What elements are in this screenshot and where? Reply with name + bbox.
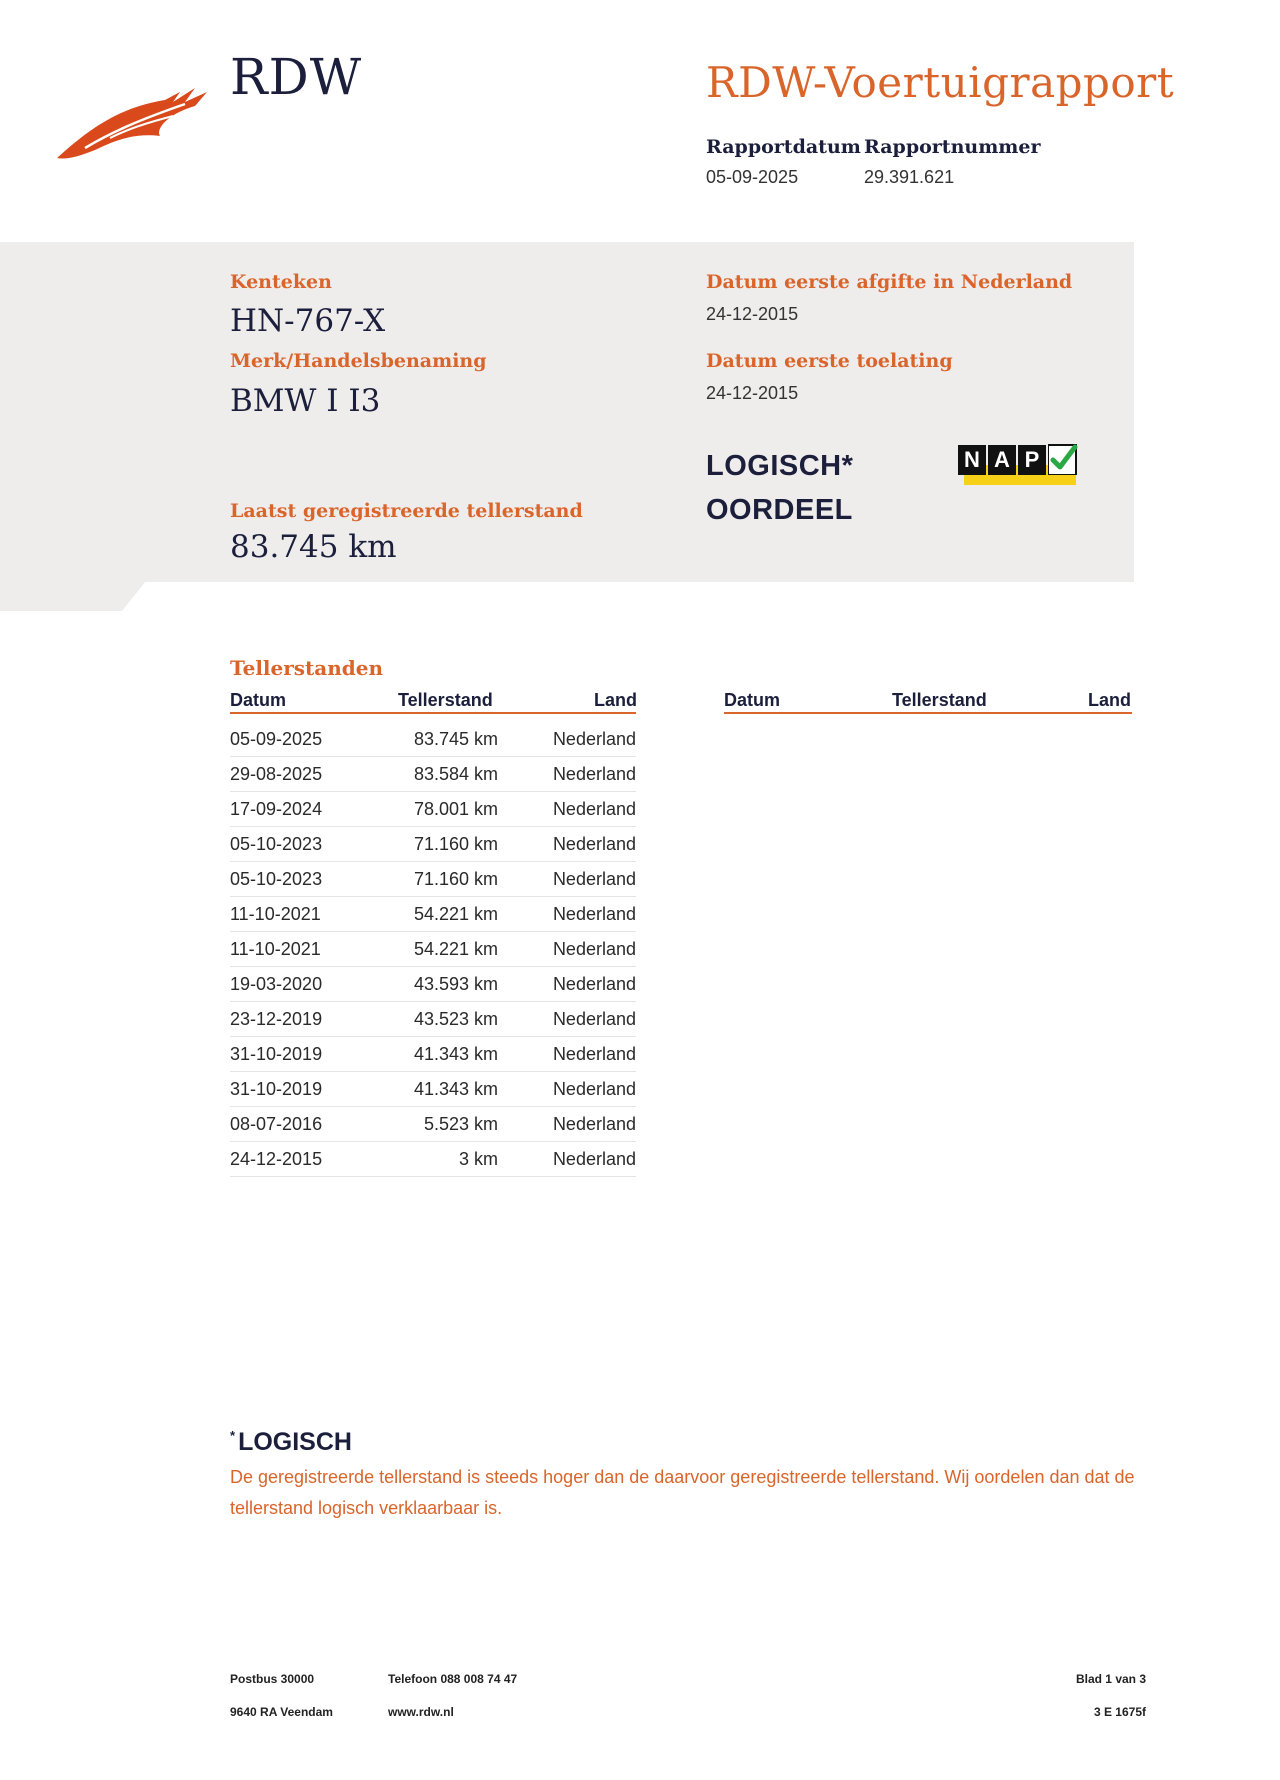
cell-country: Nederland xyxy=(552,869,636,889)
cell-date: 05-09-2025 xyxy=(230,729,323,749)
cell-odometer: 83.584 km xyxy=(413,764,498,784)
col-header-date: Datum xyxy=(230,690,287,710)
first-admission-label: Datum eerste toelating xyxy=(706,350,953,372)
cell-date: 31-10-2019 xyxy=(230,1044,323,1064)
cell-country: Nederland xyxy=(552,1114,636,1134)
col-header-country-2: Land xyxy=(1088,690,1131,710)
vehicle-panel xyxy=(0,242,1134,582)
cell-odometer: 41.343 km xyxy=(413,1079,498,1099)
footer-code: 3 E 1675f xyxy=(1093,1705,1146,1719)
cell-date: 23-12-2019 xyxy=(230,1009,323,1029)
report-date: 05-09-2025 xyxy=(706,167,799,187)
cell-country: Nederland xyxy=(552,1044,636,1064)
header-rule xyxy=(230,712,636,714)
report-number: 29.391.621 xyxy=(864,167,955,187)
cell-date: 31-10-2019 xyxy=(230,1079,323,1099)
verdict-line-1: LOGISCH* xyxy=(706,450,854,482)
cell-country: Nederland xyxy=(552,939,636,959)
footer-page-number: Blad 1 van 3 xyxy=(1075,1672,1146,1686)
report-number-label: Rapportnummer xyxy=(864,136,1041,158)
cell-country: Nederland xyxy=(552,1149,636,1169)
check-icon xyxy=(1048,443,1078,475)
cell-date: 08-07-2016 xyxy=(230,1114,323,1134)
table-row xyxy=(230,1037,636,1072)
make-label: Merk/Handelsbenaming xyxy=(230,350,487,372)
cell-country: Nederland xyxy=(552,729,636,749)
cell-country: Nederland xyxy=(552,799,636,819)
cell-odometer: 3 km xyxy=(458,1149,498,1169)
cell-date: 29-08-2025 xyxy=(230,764,323,784)
cell-date: 17-09-2024 xyxy=(230,799,323,819)
report-date-label: Rapportdatum xyxy=(706,136,861,158)
col-header-country: Land xyxy=(594,690,637,710)
plate-label: Kenteken xyxy=(230,271,332,293)
table-title: Tellerstanden xyxy=(230,656,384,680)
table-row xyxy=(230,932,636,967)
cell-country: Nederland xyxy=(552,1079,636,1099)
cell-country: Nederland xyxy=(552,1009,636,1029)
table-row xyxy=(230,1002,636,1037)
cell-odometer: 78.001 km xyxy=(413,799,498,819)
cell-date: 11-10-2021 xyxy=(230,939,321,959)
odometer-value: 83.745 km xyxy=(230,529,397,565)
odometer-table xyxy=(230,722,636,1177)
header-rule-2 xyxy=(724,712,1132,714)
cell-country: Nederland xyxy=(552,974,636,994)
cell-date: 11-10-2021 xyxy=(230,904,321,924)
cell-country: Nederland xyxy=(552,834,636,854)
table-row xyxy=(230,827,636,862)
nap-letter-p: P xyxy=(1018,445,1046,475)
nap-letter-n: N xyxy=(958,445,986,475)
cell-country: Nederland xyxy=(552,764,636,784)
table-row xyxy=(230,897,636,932)
footer-website: www.rdw.nl xyxy=(388,1705,454,1719)
cell-odometer: 71.160 km xyxy=(413,834,498,854)
nap-logo xyxy=(958,443,1078,488)
footer-postbus: Postbus 30000 xyxy=(230,1672,315,1686)
brand-name: RDW xyxy=(230,48,363,106)
nap-letter-a: A xyxy=(988,445,1016,475)
col-header-odometer-2: Tellerstand xyxy=(892,690,987,710)
odometer-label: Laatst geregistreerde tellerstand xyxy=(230,500,583,522)
cell-country: Nederland xyxy=(552,904,636,924)
cell-odometer: 54.221 km xyxy=(413,904,498,924)
table-row xyxy=(230,1072,636,1107)
footer-phone: Telefoon 088 008 74 47 xyxy=(388,1672,518,1686)
table-row xyxy=(230,1142,636,1177)
first-nl-label: Datum eerste afgifte in Nederland xyxy=(706,271,1073,293)
table-row xyxy=(230,862,636,897)
table-row xyxy=(230,722,636,757)
vehicle-make: BMW I I3 xyxy=(230,383,381,419)
cell-date: 05-10-2023 xyxy=(230,869,323,889)
table-row xyxy=(230,757,636,792)
cell-odometer: 41.343 km xyxy=(413,1044,498,1064)
cell-date: 24-12-2015 xyxy=(230,1149,323,1169)
cell-odometer: 71.160 km xyxy=(413,869,498,889)
cell-odometer: 5.523 km xyxy=(423,1114,498,1134)
col-header-odometer: Tellerstand xyxy=(398,690,493,710)
footnote-mark: * xyxy=(230,1428,236,1443)
cell-date: 05-10-2023 xyxy=(230,834,323,854)
footnote-title xyxy=(230,1428,352,1457)
panel-tab xyxy=(0,581,146,611)
report-title: RDW-Voertuigrapport xyxy=(706,58,1175,107)
table-row xyxy=(230,967,636,1002)
footer-address: 9640 RA Veendam xyxy=(230,1705,333,1719)
verdict-line-2: OORDEEL xyxy=(706,494,853,526)
footnote-text: De geregistreerde tellerstand is steeds hoger dan de daarvoor geregistreerde tellerstand. Wij oordelen dan dat de tellerstand logisch verklaarbaar is. xyxy=(230,1467,1135,1518)
cell-odometer: 83.745 km xyxy=(413,729,498,749)
cell-odometer: 43.523 km xyxy=(413,1009,498,1029)
cell-date: 19-03-2020 xyxy=(230,974,323,994)
first-nl-date: 24-12-2015 xyxy=(706,304,799,324)
col-header-date-2: Datum xyxy=(724,690,781,710)
cell-odometer: 43.593 km xyxy=(413,974,498,994)
cell-odometer: 54.221 km xyxy=(413,939,498,959)
footnote-title-text: LOGISCH xyxy=(238,1428,352,1456)
license-plate: HN-767-X xyxy=(230,303,386,339)
rdw-logo-icon xyxy=(55,78,210,168)
table-row xyxy=(230,1107,636,1142)
first-admission-date: 24-12-2015 xyxy=(706,383,799,403)
table-row xyxy=(230,792,636,827)
